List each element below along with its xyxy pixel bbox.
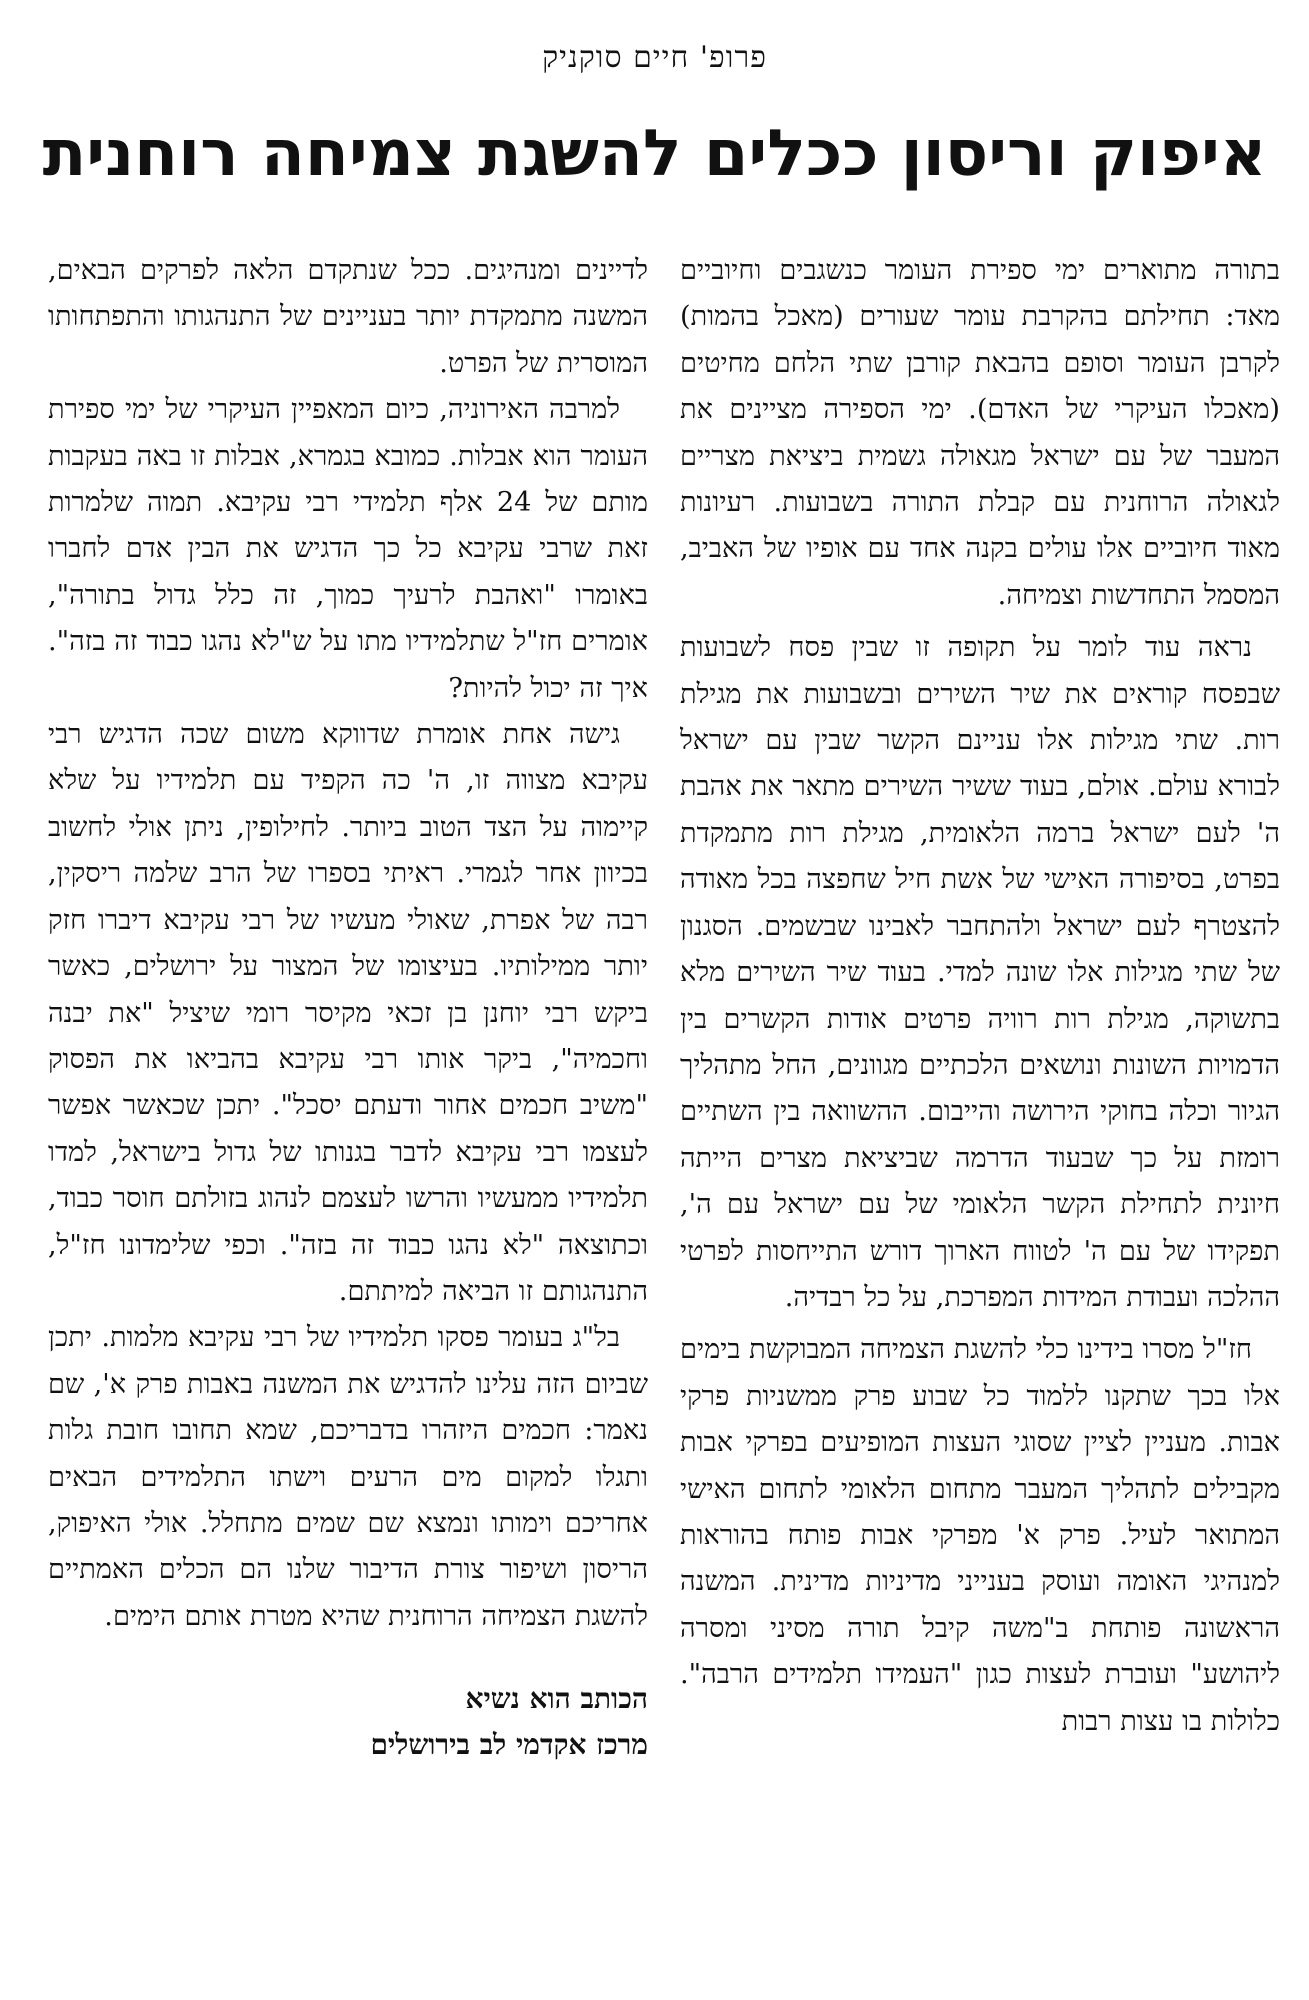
paragraph: לדיינים ומנהיגים. ככל שנתקדם הלאה לפרקים הבאים, המשנה מתמקדת יותר בעניינים של התנהגותו והתפתחותו המוסרית של הפרט. [48, 255, 648, 379]
signature-line: הכותב הוא נשיא [465, 1682, 648, 1716]
article-headline: איפוק וריסון ככלים להשגת צמיחה רוחנית [42, 117, 1267, 191]
signature-line: מרכז אקדמי לב בירושלים [370, 1728, 648, 1762]
paragraph: נראה עוד לומר על תקופה זו שבין פסח לשבועות שבפסח קוראים את שיר השירים ובשבועות את מגילת רות. שתי מגילות אלו עניינם הקשר שבין עם ישראל לבורא עולם. אולם, בעוד ששיר השירים מתאר את אהבת ה' לעם ישראל ברמה הלאומית, מגילת רות מתמקדת בפרט, בסיפורה האישי של אשת חיל שחפצה בכל מאודה להצטרף לעם ישראל ולהתחבר לאבינו שבשמים. הסגנון של שתי מגילות אלו שונה למדי. בעוד שיר השירים מלא בתשוקה, מגילת רות רוויה פרטים אודות הקשרים בין הדמויות השונות ונושאים הלכתיים מגוונים, החל מתהליך הגיור וכלה בחוקי הירושה והייבום. ההשוואה בין השתיים רומזת על כך שבעוד הדרמה שביציאת מצרים הייתה חיונית לתחילת הקשר הלאומי של עם ישראל עם ה', תפקידו של עם ה' לטווח הארוך דורש התייחסות לפרטי ההלכה ועבודת המידות המפרכת, על כל רבדיה. [680, 632, 1280, 1313]
paragraph: בל"ג בעומר פסקו תלמידיו של רבי עקיבא מלמות. יתכן שביום הזה עלינו להדגיש את המשנה באבות פרק א', שם נאמר: חכמים היזהרו בדבריכם, שמא תחובו חובת גלות ותגלו למקום מים הרעים וישתו התלמידים הבאים אחריכם וימותו ונמצא שם שמים מתחלל. אולי האיפוק, הריסון ושיפור צורת הדיבור שלנו הם הכלים האמתיים להשגת הצמיחה הרוחנית שהיא מטרת אותם הימים. [48, 1322, 648, 1632]
author-byline: פרופ' חיים סוקניק [542, 40, 767, 75]
left-column [48, 248, 648, 1968]
paragraph: חז"ל מסרו בידינו כלי להשגת הצמיחה המבוקשת בימים אלו בכך שתקנו ללמוד כל שבוע פרק ממשניות פרקי אבות. מעניין לציין שסוגי העצות המופיעים בפרקי אבות מקבילים לתהליך המעבר מתחום הלאומי לתחום האישי המתואר לעיל. פרק א' מפרקי אבות פותח בהוראות למנהיגי האומה ועוסק בענייני מדיניות מדינית. המשנה הראשונה פותחת ב"משה קיבל תורה מסיני ומסרה ליהושע" ועוברת לעצות כגון "העמידו תלמידים הרבה". כלולות בו עצות רבות [680, 1334, 1280, 1737]
paragraph: גישה אחת אומרת שדווקא משום שכה הדגיש רבי עקיבא מצווה זו, ה' כה הקפיד עם תלמידיו על שלא קיימוה על הצד הטוב ביותר. לחילופין, ניתן אולי לחשוב בכיוון אחר לגמרי. ראיתי בספרו של הרב שלמה ריסקין, רבה של אפרת, שאולי מעשיו של רבי עקיבא דיברו חזק יותר ממילותיו. בעיצומו של המצור על ירושלים, כאשר ביקש רבי יוחנן בן זכאי מקיסר רומי שיציל "את יבנה וחכמיה", ביקר אותו רבי עקיבא בהביאו את הפסוק "משיב חכמים אחור ודעתם יסכל". יתכן שכאשר אפשר לעצמו רבי עקיבא לדבר בגנותו של גדול בישראל, למדו תלמידיו ממעשיו והרשו לעצמם לנהוג בזולתם חוסר כבוד, וכתוצאה "לא נהגו כבוד זה בזה". וכפי שלימדונו חז"ל, התנהגותם זו הביאה למיתתם. [48, 719, 648, 1307]
author-signature [48, 1676, 648, 1768]
paragraph: בתורה מתוארים ימי ספירת העומר כנשגבים וחיוביים מאד: תחילתם בהקרבת עומר שעורים (מאכל בהמות) לקרבן העומר וסופם בהבאת קורבן שתי הלחם מחיטים (מאכלו העיקרי של האדם). ימי הספירה מציינים את המעבר של עם ישראל מגאולה גשמית ביציאת מצריים לגאולה הרוחנית עם קבלת התורה בשבועות. רעיונות מאוד חיוביים אלו עולים בקנה אחד עם אופיו של האביב, המסמל התחדשות וצמיחה. [680, 255, 1280, 611]
paragraph: למרבה האירוניה, כיום המאפיין העיקרי של ימי ספירת העומר הוא אבלות. כמובא בגמרא, אבלות זו באה בעקבות מותם של 24 אלף תלמידי רבי עקיבא. תמוה שלמרות זאת שרבי עקיבא כל כך הדגיש את הבין אדם לחברו באומרו "ואהבת לרעיך כמוך, זה כלל גדול בתורה", אומרים חז"ל שתלמידיו מתו על ש"לא נהגו כבוד זה בזה". איך זה יכול להיות? [48, 394, 648, 704]
right-column [680, 248, 1280, 1968]
